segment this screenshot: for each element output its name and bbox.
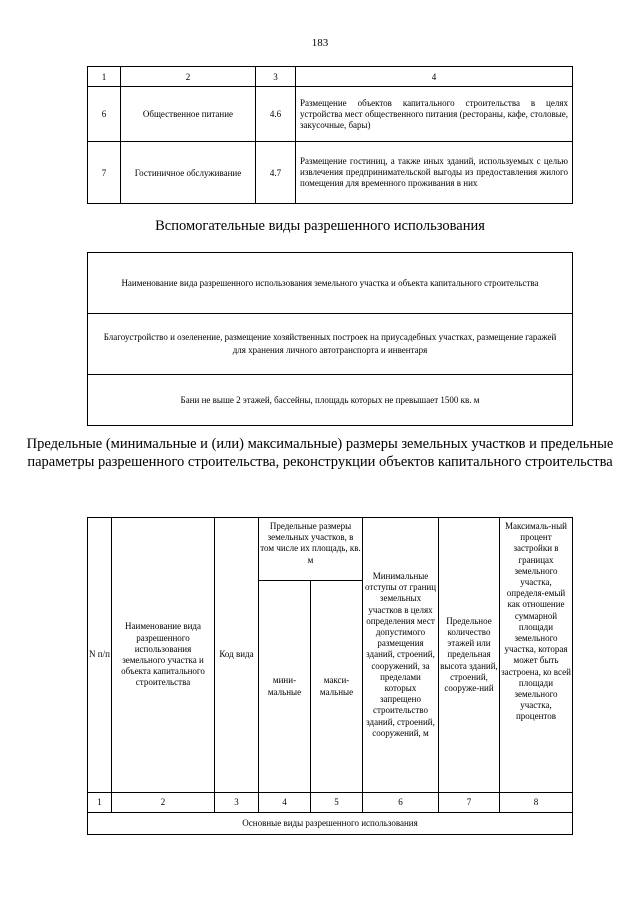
use-name: Общественное питание: [121, 87, 256, 142]
table-cell: Бани не выше 2 этажей, бассейны, площадь которых не превышает 1500 кв. м: [88, 375, 573, 426]
table-row: [88, 142, 573, 204]
table-header-cell: 4: [296, 67, 573, 87]
table-row: [88, 314, 573, 375]
table-cell: Благоустройство и озеленение, размещение хозяйственных построек на приусадебных участках, размещение гаражей для хранения личного автотранспорта и инвентаря: [88, 314, 573, 375]
header-size-group: Предельные размеры земельных участков, в том числе их площадь, кв. м: [259, 518, 363, 581]
header-setbacks: Минимальные отступы от границ земельных участков в целях определения мест допустимого размещения зданий, строений, сооружений, за пределами которых запрещено строительство зданий, строений, сооружений, м: [363, 518, 439, 793]
header-coverage: Максималь-ный процент застройки в границах земельного участка, определя-емый как отношение суммарной площади земельного участка, которая может быть застроена, ко всей площади земельного участка, процентов: [500, 518, 573, 793]
table-header-cell: 3: [256, 67, 296, 87]
use-code: 4.6: [256, 87, 296, 142]
column-number: 8: [500, 793, 573, 813]
column-number: 6: [363, 793, 439, 813]
table-header-cell: 1: [88, 67, 121, 87]
table-row: [88, 375, 573, 426]
column-number: 2: [112, 793, 215, 813]
use-code: 4.7: [256, 142, 296, 204]
column-number: 7: [439, 793, 500, 813]
limits-heading: Предельные (минимальные и (или) максимальные) размеры земельных участков и предельные параметры разрешенного строительства, реконструкции объектов капитального строительства: [26, 436, 614, 470]
table-row: [88, 253, 573, 314]
header-floors: Предельное количество этажей или предельная высота зданий, строений, сооруже-ний: [439, 518, 500, 793]
limits-table: [87, 517, 573, 835]
use-description: Размещение объектов капитального строительства в целях устройства мест общественного питания (рестораны, кафе, столовые, закусочные, бары): [296, 87, 573, 142]
page-number: 183: [311, 37, 329, 49]
column-number: 1: [88, 793, 112, 813]
header-name: Наименование вида разрешенного использования земельного участка и объекта капитального строительства: [112, 518, 215, 793]
header-code: Код вида: [215, 518, 259, 793]
column-numbers-row: [88, 793, 573, 813]
table-header-row: [88, 518, 573, 581]
row-number: 7: [88, 142, 121, 204]
header-min: мини-мальные: [259, 581, 311, 793]
row-number: 6: [88, 87, 121, 142]
header-num: N п/п: [88, 518, 112, 793]
auxiliary-uses-title: Вспомогательные виды разрешенного использования: [155, 218, 485, 234]
table-row: [88, 87, 573, 142]
section-row: [88, 813, 573, 835]
column-number: 4: [259, 793, 311, 813]
use-description: Размещение гостиниц, а также иных зданий, используемых с целью извлечения предпринимательской выгоды из предоставления жилого помещения для временного проживания в них: [296, 142, 573, 204]
column-number: 5: [311, 793, 363, 813]
table-header-cell: 2: [121, 67, 256, 87]
permitted-uses-table: [87, 66, 573, 204]
column-number: 3: [215, 793, 259, 813]
auxiliary-uses-table: [87, 252, 573, 426]
header-max: макси-мальные: [311, 581, 363, 793]
table-cell: Наименование вида разрешенного использования земельного участка и объекта капитального строительства: [88, 253, 573, 314]
use-name: Гостиничное обслуживание: [121, 142, 256, 204]
table-header-row: [88, 67, 573, 87]
main-uses-section: Основные виды разрешенного использования: [88, 813, 573, 835]
